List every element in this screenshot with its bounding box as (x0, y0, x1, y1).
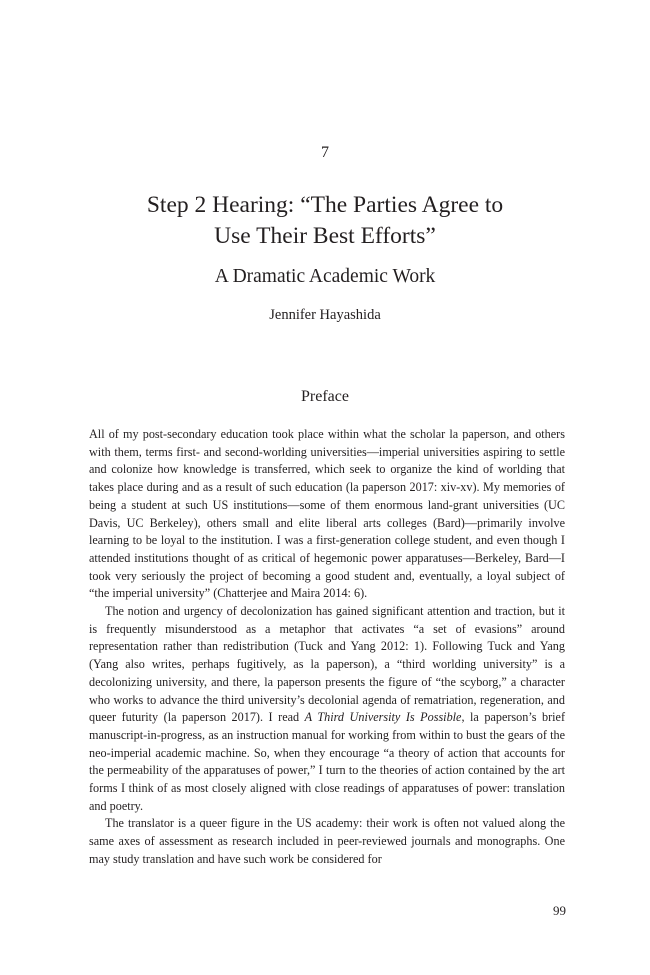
page-number: 99 (553, 903, 566, 918)
chapter-title (0, 190, 650, 252)
paragraph-1: All of my post-secondary education took place within what the scholar la paperson, and others with them, terms first- and second-worlding universities—imperial universities aspiring to settle and colonize how knowledge is transferred, which seek to organize the kind of worlding that takes place during and as a result of such education (la paperson 2017: xiv-xv). My memories of being a student at such US institutions—some of them enormous land-grant universities (UC Davis, UC Berkeley), others small and elite liberal arts colleges (Bard)—primarily involve learning to be loyal to the institution. I was a first-generation college student, and even though I attended institutions thought of as critical of hegemonic power apparatuses—Berkeley, Bard—I took very seriously the project of becoming a good student and, eventually, a loyal subject of “the imperial university” (Chatterjee and Maira 2014: 6). (89, 427, 565, 601)
body-text (89, 426, 565, 869)
section-heading: Preface (301, 388, 349, 405)
paragraph-3: The translator is a queer figure in the US academy: their work is often not valued along the same axes of assessment as research included in peer-reviewed journals and monographs. One may study translation and have such work be considered for (89, 816, 565, 866)
chapter-subtitle: A Dramatic Academic Work (214, 266, 436, 287)
chapter-title-line-1: Step 2 Hearing: “The Parties Agree to (146, 192, 504, 218)
book-title-italic: A Third University Is Possible (304, 710, 462, 725)
paragraph-2 (89, 603, 565, 815)
author-name: Jennifer Hayashida (269, 307, 381, 323)
paragraph-2-text-b: , la paperson’s brief manuscript-in-progress, as an instruction manual for working from within to bust the gears of the neo-imperial academic machine. So, when they encourage “a theory of action that accounts for the permeability of the apparatuses of power,” I turn to the theories of action contained by the art forms I think of as most closely aligned with close readings of apparatuses of power: translation and poetry. (89, 710, 566, 813)
chapter-number: 7 (321, 144, 329, 161)
paragraph-2-text-a: The notion and urgency of decolonization has gained significant attention and traction, but it is frequently misunderstood as a metaphor that activates “a set of evasions” around representation rather than redistribution (Tuck and Yang 2012: 1). Following Tuck and Yang (Yang also writes, perhaps fugitively, as la paperson), a “third worlding university” is a decolonizing university, and there, la paperson presents the figure of “the scyborg,” a character who works to advance the third university’s decolonial agenda of rematriation, regeneration, and queer futurity (la paperson 2017). I read (89, 604, 565, 725)
chapter-title-line-2: Use Their Best Efforts” (214, 223, 436, 249)
